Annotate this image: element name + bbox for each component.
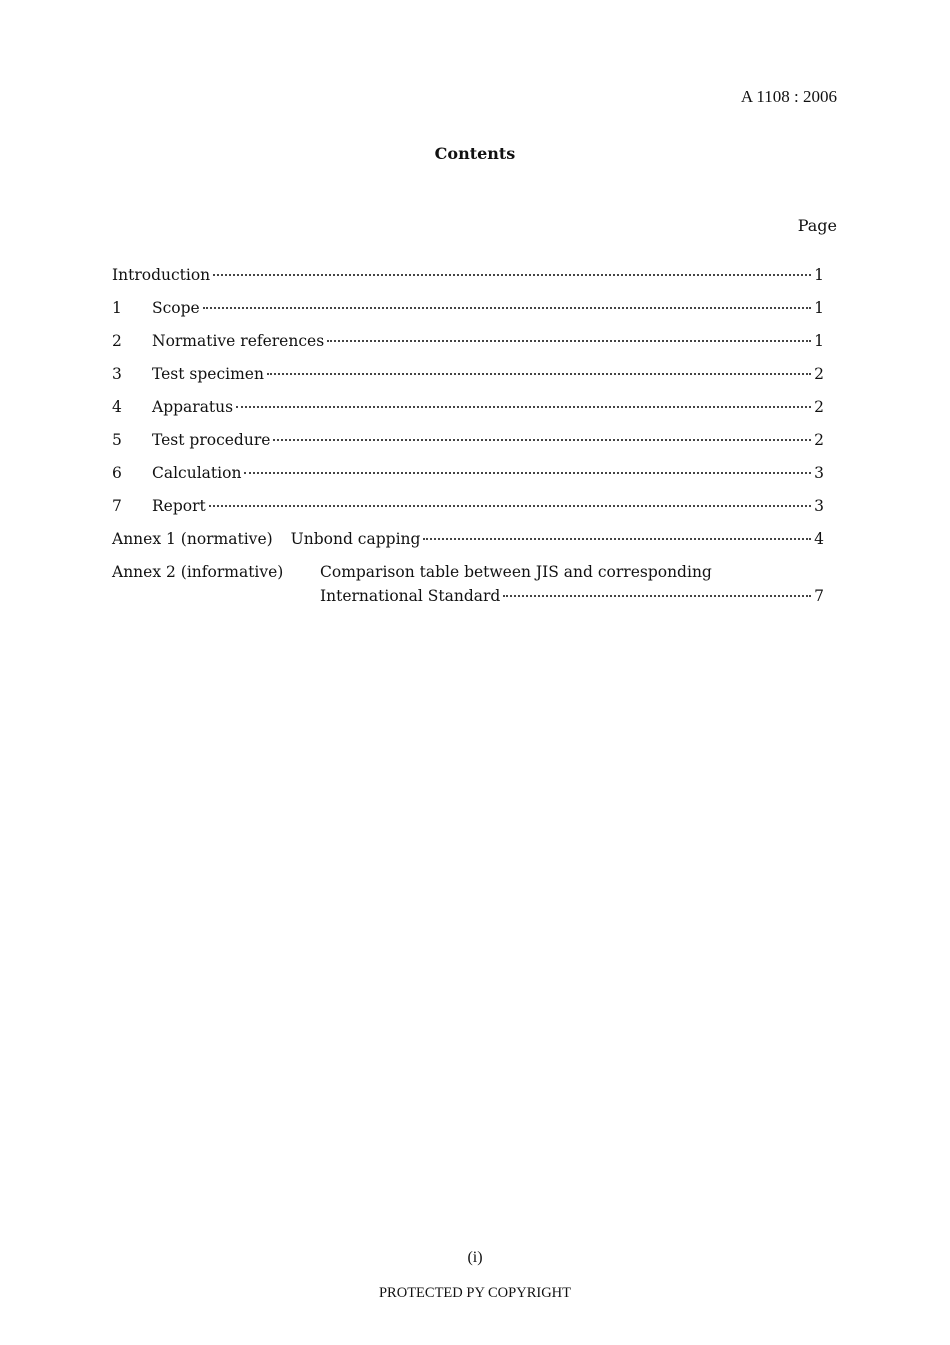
toc-entry-label: Report	[152, 497, 206, 515]
toc-entry-page: 3	[814, 497, 824, 515]
standard-number: A 1108 : 2006	[740, 87, 837, 106]
toc-entry-annex-1[interactable]	[112, 530, 824, 563]
toc-entry-number: 6	[112, 464, 122, 482]
toc-entry-introduction[interactable]	[112, 266, 824, 299]
toc-entry-page: 2	[814, 365, 824, 383]
dot-leader	[236, 406, 811, 408]
annex-prefix: Annex 2 (informative)	[112, 563, 284, 581]
toc-entry-label: Test specimen	[152, 365, 264, 383]
footer-page-number: (i)	[467, 1249, 483, 1266]
toc-entry-label: Introduction	[112, 266, 211, 284]
table-of-contents	[112, 266, 824, 605]
dot-leader	[503, 595, 811, 597]
toc-entry-number: 1	[112, 299, 122, 317]
toc-entry-label: Scope	[152, 299, 200, 317]
copyright-notice: PROTECTED PY COPYRIGHT	[378, 1285, 571, 1301]
dot-leader	[213, 274, 811, 276]
toc-entry-page: 1	[814, 299, 824, 317]
toc-entry-calculation[interactable]	[112, 464, 824, 497]
toc-entry-number: 7	[112, 497, 122, 515]
annex-prefix: Annex 1 (normative)	[112, 530, 273, 548]
dot-leader	[244, 472, 811, 474]
dot-leader	[209, 505, 811, 507]
toc-entry-label: Unbond capping	[290, 530, 421, 548]
toc-entry-label-line2: International Standard	[320, 587, 501, 605]
toc-entry-test-specimen[interactable]	[112, 365, 824, 398]
toc-entry-page: 3	[814, 464, 824, 482]
toc-entry-page: 2	[814, 398, 824, 416]
toc-entry-page: 1	[814, 332, 824, 350]
toc-entry-report[interactable]	[112, 497, 824, 530]
toc-entry-number: 4	[112, 398, 122, 416]
toc-entry-test-procedure[interactable]	[112, 431, 824, 464]
toc-entry-label-line1: Comparison table between JIS and corresponding	[320, 563, 712, 581]
toc-entry-page: 4	[814, 530, 824, 548]
toc-entry-label: Test procedure	[152, 431, 271, 449]
page-column-label: Page	[797, 216, 837, 235]
dot-leader	[273, 439, 811, 441]
dot-leader	[327, 340, 811, 342]
page-title: Contents	[434, 144, 516, 163]
toc-entry-annex-2[interactable]	[112, 563, 824, 605]
toc-entry-scope[interactable]	[112, 299, 824, 332]
toc-entry-number: 3	[112, 365, 122, 383]
toc-entry-normative-references[interactable]	[112, 332, 824, 365]
dot-leader	[267, 373, 811, 375]
toc-entry-page: 2	[814, 431, 824, 449]
toc-entry-page: 1	[814, 266, 824, 284]
toc-entry-page: 7	[814, 587, 824, 605]
toc-entry-number: 2	[112, 332, 122, 350]
toc-entry-apparatus[interactable]	[112, 398, 824, 431]
dot-leader	[423, 538, 811, 540]
toc-entry-label: Calculation	[152, 464, 242, 482]
dot-leader	[203, 307, 811, 309]
toc-entry-label: Apparatus	[152, 398, 234, 416]
toc-entry-number: 5	[112, 431, 122, 449]
toc-entry-label: Normative references	[152, 332, 325, 350]
